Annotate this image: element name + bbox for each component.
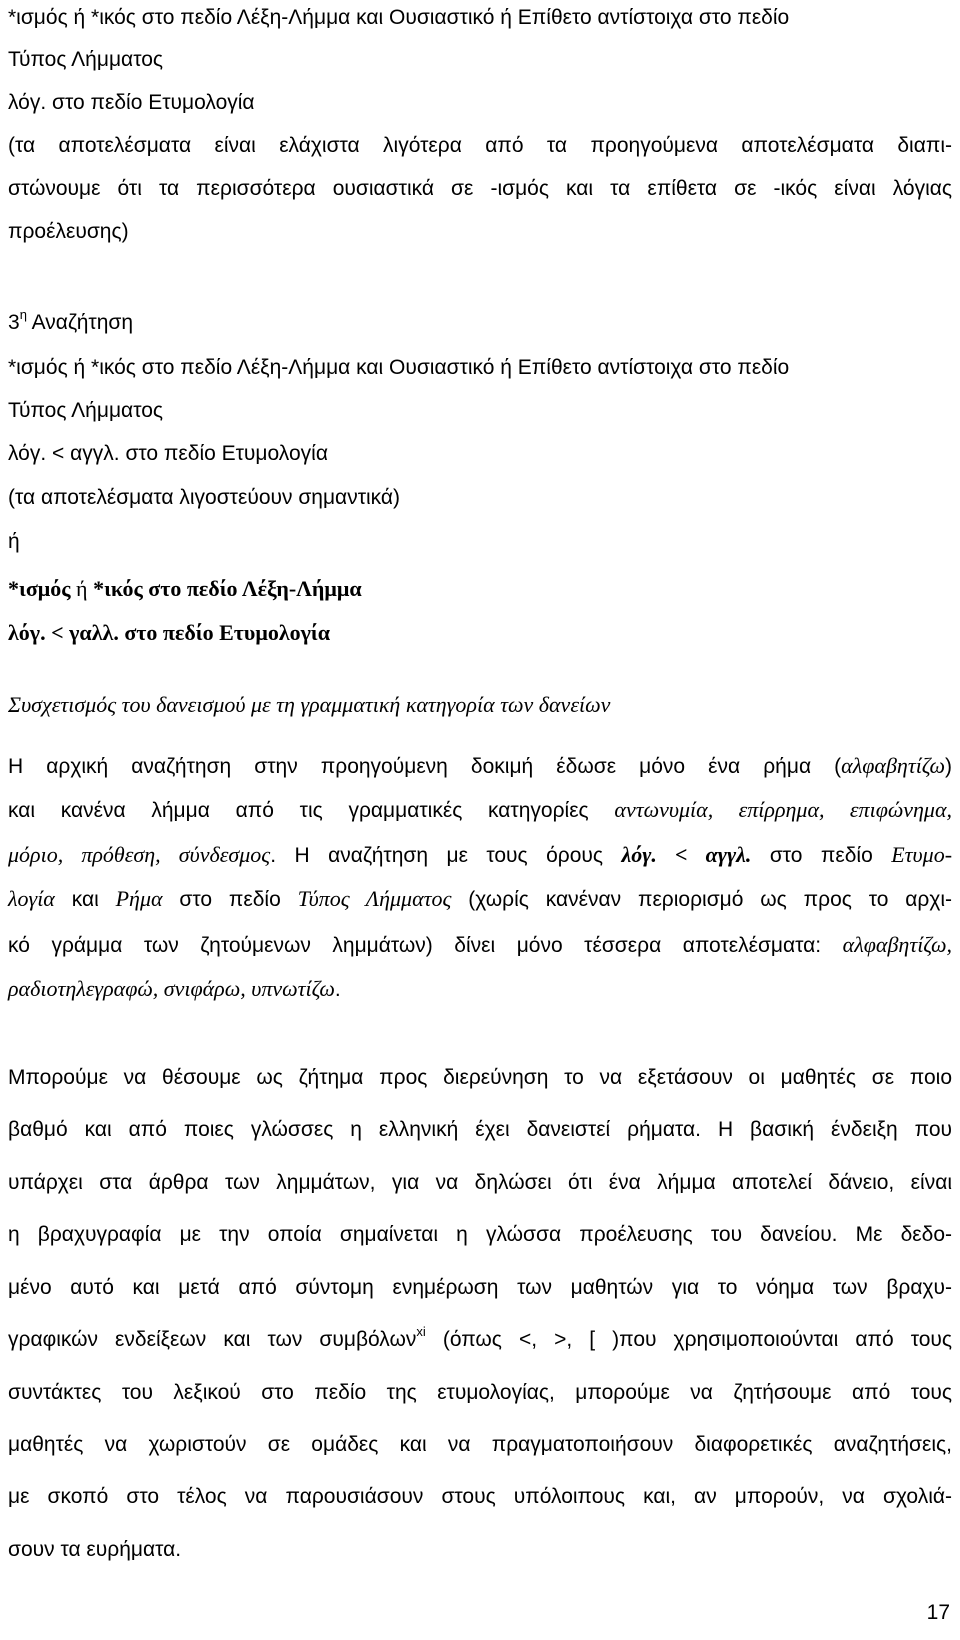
section-heading: Συσχετισμός του δανεισμού με τη γραμματική κατηγορία των δανείων — [8, 692, 611, 717]
search-heading: $3^\eta$ Αναζήτηση — [8, 307, 134, 334]
paragraph-line: γραφικών ενδείξεων και των συμβόλων$^{xi}$ (όπως <, >, [ )που χρησιμοποιούνται από τους — [8, 1324, 952, 1351]
paragraph-line: μένο αυτό και μετά από σύντομη ενημέρωση των μαθητών για το νόημα των βραχυ- — [8, 1276, 952, 1299]
paragraph-line: κό γράμμα των ζητούμενων λημμάτων) δίνει μόνο τέσσερα αποτελέσματα: αλφαβητίζω, — [8, 932, 952, 957]
paragraph-line: με σκοπό στο τέλος να παρουσιάσουν στους υπόλοιπους και, αν μπορούν, να σχολιά- — [8, 1485, 952, 1508]
query-line: *ισμός ή *ικός στο πεδίο Λέξη-Λήμμα και Ουσιαστικό ή Επίθετο αντίστοιχα στο πεδίο — [8, 356, 790, 379]
query-line: *ισμός ή *ικός στο πεδίο Λέξη-Λήμμα και Ουσιαστικό ή Επίθετο αντίστοιχα στο πεδίο — [8, 6, 790, 29]
query-line: Τύπος Λήμματος — [8, 48, 163, 71]
paragraph-line: σουν τα ευρήματα. — [8, 1538, 182, 1561]
paragraph-line: υπάρχει στα άρθρα των λημμάτων, για να δηλώσει ότι ένα λήμμα αποτελεί δάνειο, είναι — [8, 1171, 952, 1194]
query-line: λόγ. < γαλλ. στο πεδίο Ετυμολογία — [8, 620, 331, 645]
query-or: ή — [8, 530, 20, 553]
query-line: λόγ. < αγγλ. στο πεδίο Ετυμολογία — [8, 442, 328, 465]
paragraph-line: συντάκτες του λεξικού στο πεδίο της ετυμολογίας, μπορούμε να ζητήσουμε από τους — [8, 1381, 952, 1404]
paragraph-line: ραδιοτηλεγραφώ, σνιφάρω, υπνωτίζω. — [8, 976, 341, 1001]
paragraph-line: λογία και Ρήμα στο πεδίο Τύπος Λήμματος (χωρίς κανέναν περιορισμό ως προς το αρχι- — [8, 886, 953, 911]
query-line: *ισμός ή *ικός στο πεδίο Λέξη-Λήμμα — [8, 576, 362, 601]
page-number: 17 — [926, 1601, 950, 1624]
query-note: (τα αποτελέσματα λιγοστεύουν σημαντικά) — [8, 486, 401, 509]
paragraph-line: μαθητές να χωριστούν σε ομάδες και να πραγματοποιήσουν διαφορετικές αναζητήσεις, — [8, 1433, 952, 1456]
query-line: λόγ. στο πεδίο Ετυμολογία — [8, 91, 255, 114]
query-note: στώνουμε ότι τα περισσότερα ουσιαστικά σε -ισμός και τα επίθετα σε -ικός είναι λόγιας — [8, 177, 952, 200]
query-note: προέλευσης) — [8, 220, 129, 243]
paragraph-line: μόριο, πρόθεση, σύνδεσμος. Η αναζήτηση με τους όρους λόγ. < αγγλ. στο πεδίο Ετυμο- — [8, 842, 953, 867]
query-line: Τύπος Λήμματος — [8, 399, 163, 422]
paragraph-line: βαθμό και από ποιες γλώσσες η ελληνική έχει δανειστεί ρήματα. Η βασική ένδειξη που — [8, 1118, 952, 1141]
paragraph-line: η βραχυγραφία με την οποία σημαίνεται η γλώσσα προέλευσης του δανείου. Με δεδο- — [8, 1223, 952, 1246]
paragraph-line: Μπορούμε να θέσουμε ως ζήτημα προς διερεύνηση το να εξετάσουν οι μαθητές σε ποιο — [8, 1066, 952, 1089]
query-note: (τα αποτελέσματα είναι ελάχιστα λιγότερα από τα προηγούμενα αποτελέσματα διαπι- — [8, 134, 952, 157]
paragraph-line: και κανένα λήμμα από τις γραμματικές κατηγορίες αντωνυμία, επίρρημα, επιφώνημα, — [8, 797, 952, 822]
paragraph-line: Η αρχική αναζήτηση στην προηγούμενη δοκιμή έδωσε μόνο ένα ρήμα (αλφαβητίζω) — [8, 753, 952, 778]
